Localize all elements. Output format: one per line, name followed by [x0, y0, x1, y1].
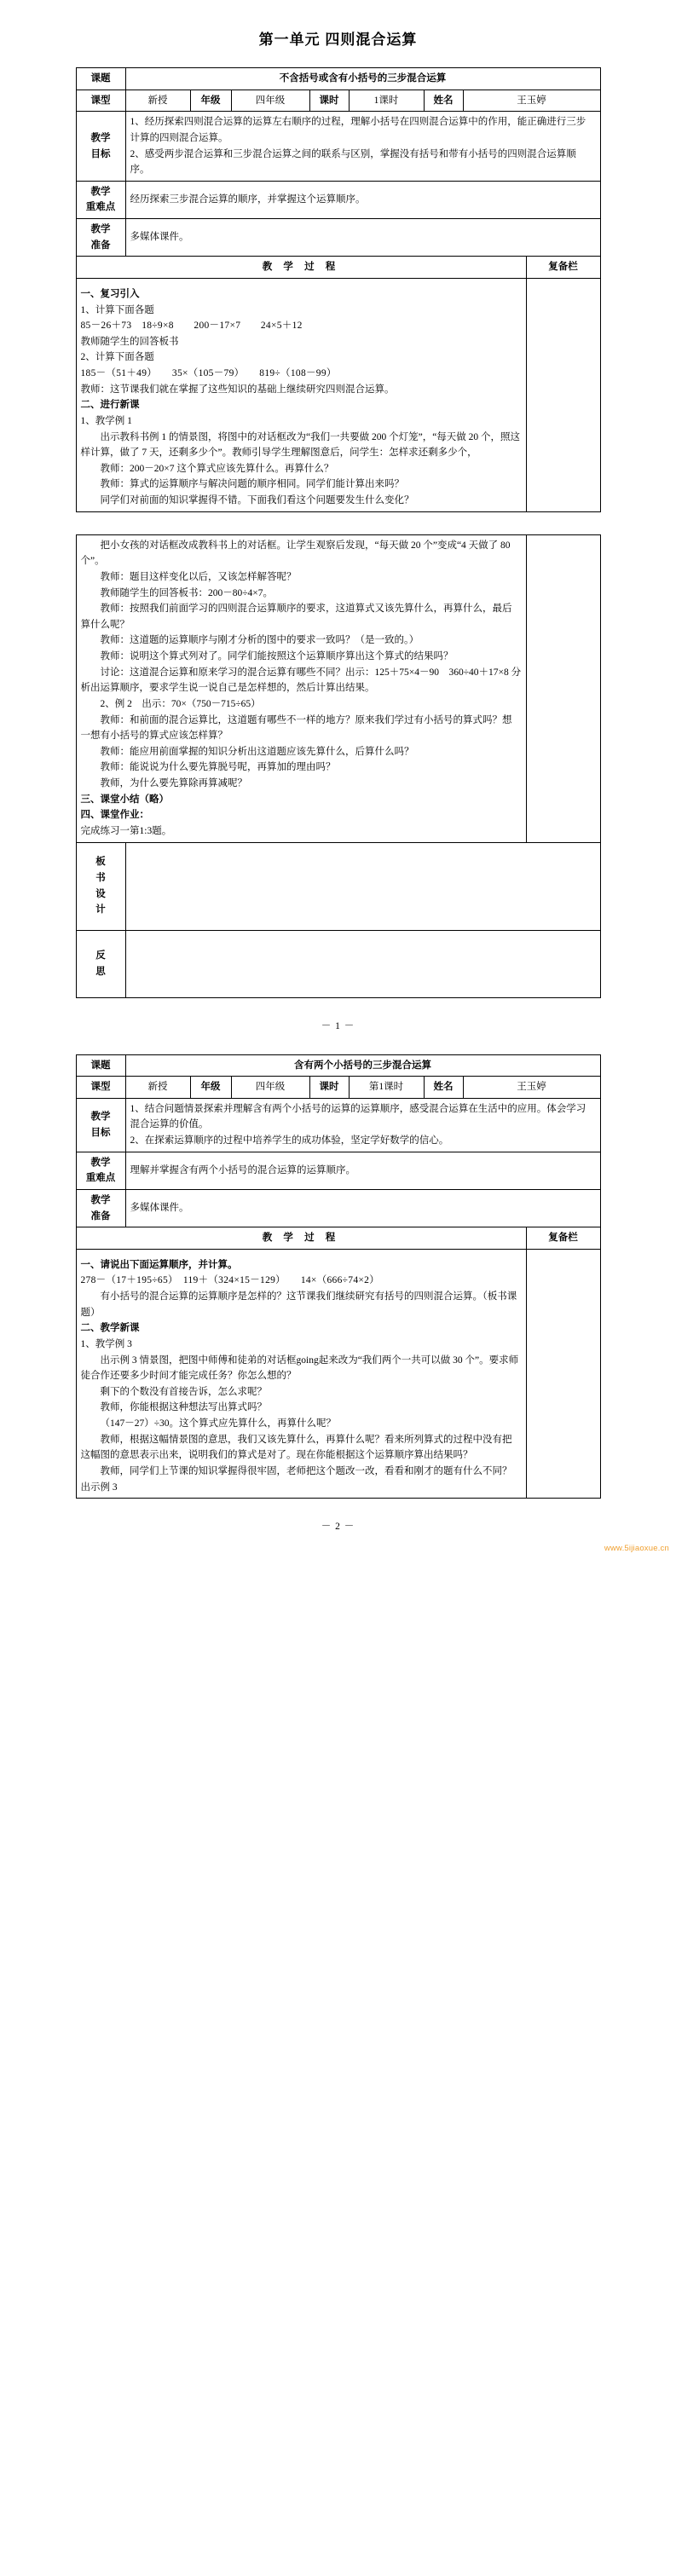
process-paragraph: 教师，你能根据这种想法写出算式吗？ [100, 1402, 267, 1413]
table-row-banshusheji [76, 842, 600, 930]
process-paragraph: 教师：能说说为什么要先算脱号呢，再算加的理由吗？ [100, 762, 336, 773]
process-content-2 [76, 534, 526, 842]
label-line: 目标 [90, 1127, 111, 1138]
table-row-keti [76, 1054, 600, 1077]
label-line: 教学 [90, 132, 111, 143]
label-line: 教学 [90, 1112, 111, 1123]
process-paragraph: 85－26＋73 18÷9×8 200－17×7 24×5＋12 [80, 321, 303, 332]
process-paragraph: 教师随学生的回答板书：200－80÷4×7。 [100, 587, 274, 598]
value-fansi[interactable] [125, 930, 600, 997]
value-kexing: 新授 [125, 1077, 190, 1099]
process-paragraph: 一、请说出下面运算顺序，并计算。 [80, 1259, 238, 1270]
fubeilan-cell-1[interactable] [526, 278, 600, 511]
label-jiaoxue-guocheng: 教 学 过 程 [76, 1227, 526, 1250]
process-paragraph: 教师：能应用前面掌握的知识分析出这道题应该先算什么，后算什么吗？ [100, 746, 414, 757]
process-paragraph: 教师：和前面的混合运算比，这道题有哪些不一样的地方？原来我们学过有小括号的算式吗？想一想有小括号的算式应该怎样算？ [80, 714, 512, 742]
value-nianji: 四年级 [231, 1077, 309, 1099]
label-keshi: 课时 [309, 90, 349, 112]
process-paragraph: 教师：说明这个算式列对了。同学们能按照这个运算顺序算出这个算式的结果吗？ [100, 651, 454, 661]
label-jiaoxue-zhongnandian [76, 181, 125, 218]
label-jiaoxue-zhunbei [76, 1189, 125, 1227]
label-jiaoxue-mubiao [76, 112, 125, 182]
table-row-process-body-1 [76, 278, 600, 511]
process-paragraph: 讨论：这道混合运算和原来学习的混合运算有哪些不同？出示：125＋75×4－90 360÷40＋17×8 分析出运算顺序，要求学生说一说自己是怎样想的，然后计算出结果。 [80, 667, 522, 694]
goal-line: 1、结合问题情景探索并理解含有两个小括号的运算的运算顺序，感受混合运算在生活中的应用。体会学习混合运算的价值。 [130, 1103, 586, 1130]
table-row-process-body-1 [76, 1249, 600, 1498]
process-paragraph: 二、教学新课 [80, 1323, 140, 1334]
table-row-zhongnandian [76, 181, 600, 218]
value-jiaoxue-zhunbei: 多媒体课件。 [125, 1189, 600, 1227]
value-xingming: 王玉婷 [463, 1077, 600, 1099]
process-paragraph: 185－（51＋49） 35×（105－79） 819÷（108－99） [80, 368, 337, 378]
label-keti: 课题 [76, 1054, 125, 1077]
label-line: 目标 [90, 148, 111, 159]
fubeilan-cell-2[interactable] [526, 534, 600, 842]
value-jiaoxue-zhongnandian: 经历探索三步混合运算的顺序，并掌握这个运算顺序。 [125, 181, 600, 218]
value-jiaoxue-zhongnandian: 理解并掌握含有两个小括号的混合运算的运算顺序。 [125, 1152, 600, 1189]
watermark: www.5ijiaoxue.cn [604, 1544, 669, 1554]
label-line: 教学 [90, 1157, 111, 1168]
table-row-meta [76, 1077, 600, 1099]
page-number-2: － 2 － [321, 1522, 355, 1533]
table-row-zhunbei [76, 1189, 600, 1227]
value-keshi: 第1课时 [349, 1077, 424, 1099]
label-jiaoxue-mubiao [76, 1098, 125, 1152]
page-2 [0, 1054, 676, 1556]
label-fubeilan: 复备栏 [526, 1227, 600, 1250]
label-line: 反 [95, 950, 106, 961]
lesson-plan-table-2 [76, 1054, 601, 1499]
label-keti: 课题 [76, 68, 125, 90]
label-line: 重难点 [85, 1173, 116, 1184]
table-row-process-header [76, 1227, 600, 1250]
value-keshi: 1课时 [349, 90, 424, 112]
process-paragraph: 出示教科书例 1 的情景图，将图中的对话框改为“我们一共要做 200 个灯笼”，“每天做 20 个，照这样计算，做了 7 天，还剩多少个”。教师引导学生理解图意后，问学生：怎样求还剩多少个， [80, 431, 521, 459]
process-paragraph: 出示例 3 情景图，把图中师傅和徒弟的对话框going起来改为“我们两个一共可以做 30 个”。要求师徒合作还要多少时间才能完成任务？你怎么想的？ [80, 1354, 519, 1382]
process-paragraph: 1、计算下面各题 [80, 304, 154, 315]
process-paragraph: 1、教学例 3 [80, 1338, 132, 1349]
process-paragraph: 2、例 2 出示：70×（750－715÷65） [100, 698, 261, 709]
process-paragraph: 教师：算式的运算顺序与解决问题的顺序相同。同学们能计算出来吗？ [100, 479, 404, 490]
label-line: 准备 [90, 1210, 111, 1222]
value-jiaoxue-mubiao [125, 1098, 600, 1152]
process-paragraph: 教师：这节课我们就在掌握了这些知识的基础上继续研究四则混合运算。 [80, 384, 395, 395]
label-line: 计 [95, 904, 106, 915]
value-jiaoxue-mubiao [125, 112, 600, 182]
process-paragraph: 1、教学例 1 [80, 415, 132, 426]
process-paragraph: （147－27）÷30。这个算式应先算什么，再算什么呢？ [100, 1418, 337, 1429]
lesson-plan-table-1-cont [76, 534, 601, 998]
process-paragraph: 完成练习一第1:3题。 [80, 825, 172, 836]
process-paragraph: 三、课堂小结（略） [80, 794, 169, 805]
process-content-1 [76, 278, 526, 511]
table-row-process-body-2 [76, 534, 600, 842]
goal-line: 1、经历探索四则混合运算的运算左右顺序的过程，理解小括号在四则混合运算中的作用，能正确进行三步计算的四则混合运算。 [130, 117, 586, 143]
label-fubeilan: 复备栏 [526, 257, 600, 279]
goal-line: 2、在探索运算顺序的过程中培养学生的成功体验，坚定学好数学的信心。 [130, 1135, 449, 1146]
process-paragraph: 一、复习引入 [80, 288, 140, 299]
label-jiaoxue-guocheng: 教 学 过 程 [76, 257, 526, 279]
label-nianji: 年级 [190, 1077, 231, 1099]
label-line: 教学 [90, 224, 111, 234]
table-row-mubiao [76, 1098, 600, 1152]
label-nianji: 年级 [190, 90, 231, 112]
process-paragraph: 教师，为什么要先算除再算减呢？ [100, 778, 247, 788]
label-kexing: 课型 [76, 1077, 125, 1099]
label-xingming: 姓名 [424, 1077, 463, 1099]
process-paragraph: 教师：200－20×7 这个算式应该先算什么。再算什么？ [100, 463, 334, 474]
process-paragraph: 二、进行新课 [80, 400, 140, 411]
process-paragraph: 把小女孩的对话框改成教科书上的对话框。让学生观察后发现，“每天做 20 个”变成“4 天做了 80 个”。 [80, 540, 511, 567]
table-row-fansi [76, 930, 600, 997]
value-banshusheji[interactable] [125, 842, 600, 930]
process-paragraph: 有小括号的混合运算的运算顺序是怎样的？这节课我们继续研究有括号的四则混合运算。（板书课题） [80, 1291, 517, 1318]
process-paragraph: 同学们对前面的知识掌握得不错。下面我们看这个问题要发生什么变化？ [100, 495, 414, 505]
page-number-1: － 1 － [321, 1020, 355, 1031]
table-row-process-header [76, 257, 600, 279]
value-keti: 含有两个小括号的三步混合运算 [125, 1054, 600, 1077]
label-line: 教学 [90, 186, 111, 197]
value-keti: 不含括号或含有小括号的三步混合运算 [125, 68, 600, 90]
table-row-zhunbei [76, 219, 600, 257]
lesson-plan-table-1 [76, 67, 601, 512]
table-row-mubiao [76, 112, 600, 182]
label-line: 板 [95, 857, 106, 868]
table-row-keti [76, 68, 600, 90]
value-jiaoxue-zhunbei: 多媒体课件。 [125, 219, 600, 257]
process-paragraph: 教师，同学们上节课的知识掌握得很牢固，老师把这个题改一改，看看和刚才的题有什么不同？出示例 3 [80, 1465, 512, 1493]
label-line: 思 [95, 966, 106, 977]
process-paragraph: 教师：这道题的运算顺序与刚才分析的图中的要求一致吗？（是一致的。） [100, 635, 419, 646]
process-paragraph: 教师随学生的回答板书 [80, 336, 179, 347]
goal-line: 2、感受两步混合运算和三步混合运算之间的联系与区别，掌握没有括号和带有小括号的四则混合运算顺序。 [130, 148, 576, 176]
process-paragraph: 278－（17＋195÷65） 119＋（324×15－129） 14×（666÷74×2） [80, 1275, 380, 1286]
process-paragraph: 剩下的个数没有首接告诉，怎么求呢？ [100, 1386, 267, 1397]
process-content-1 [76, 1249, 526, 1498]
label-line: 设 [95, 888, 106, 899]
label-fansi [76, 930, 125, 997]
label-line: 教学 [90, 1194, 111, 1205]
label-line: 书 [95, 872, 106, 883]
label-line: 重难点 [85, 202, 116, 213]
page-1 [0, 0, 676, 1054]
label-jiaoxue-zhunbei [76, 219, 125, 257]
table-row-zhongnandian [76, 1152, 600, 1189]
process-paragraph: 教师：题目这样变化以后，又该怎样解答呢？ [100, 571, 297, 582]
process-paragraph: 2、计算下面各题 [80, 352, 154, 363]
label-kexing: 课型 [76, 90, 125, 112]
process-paragraph: 四、课堂作业： [80, 810, 149, 821]
value-nianji: 四年级 [231, 90, 309, 112]
value-xingming: 王玉婷 [463, 90, 600, 112]
table-row-meta [76, 90, 600, 112]
page-title: 第一单元 四则混合运算 [258, 32, 418, 48]
label-jiaoxue-zhongnandian [76, 1152, 125, 1189]
label-xingming: 姓名 [424, 90, 463, 112]
process-paragraph: 教师：按照我们前面学习的四则混合运算顺序的要求，这道算式又该先算什么，再算什么，最后算什么呢？ [80, 604, 512, 630]
label-line: 准备 [90, 240, 111, 251]
label-keshi: 课时 [309, 1077, 349, 1099]
process-paragraph: 教师，根据这幅情景图的意思，我们又该先算什么，再算什么呢？看来所列算式的过程中没有把这幅图的意思表示出来，说明我们的算式是对了。现在你能根据这个运算顺序算出结果吗？ [80, 1434, 512, 1461]
fubeilan-cell-1[interactable] [526, 1249, 600, 1498]
label-banshusheji [76, 842, 125, 930]
value-kexing: 新授 [125, 90, 190, 112]
